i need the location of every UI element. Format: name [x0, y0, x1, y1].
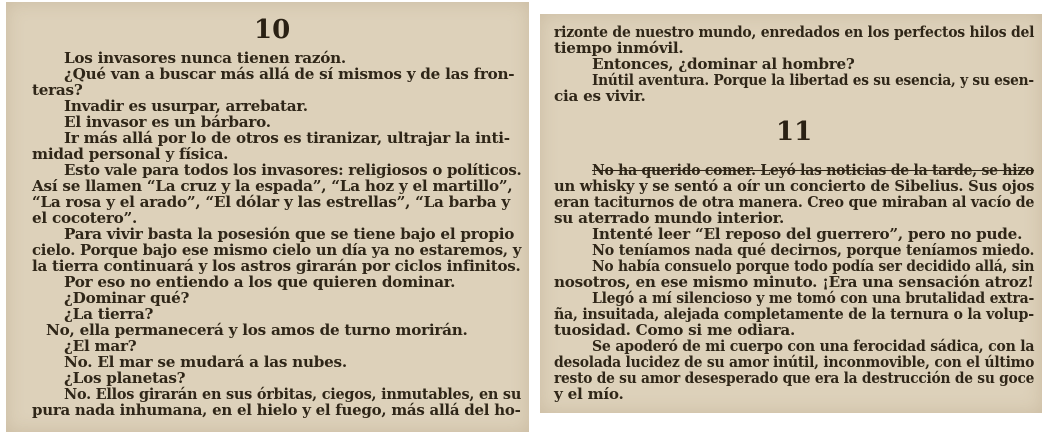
- text-line: El invasor es un bárbaro.: [64, 113, 271, 131]
- text-line: ¿El mar?: [64, 337, 137, 355]
- left-newspaper-clipping: [6, 2, 529, 432]
- right-newspaper-clipping: [540, 14, 1042, 413]
- text-line: rizonte de nuestro mundo, enredados en los perfectos hilos del: [554, 23, 1035, 41]
- text-line: No, ella permanecerá y los amos de turno morirán.: [46, 321, 468, 339]
- text-line: Intenté leer “El reposo del guerrero”, pero no pude.: [592, 225, 1023, 243]
- text-line: Los invasores nunca tienen razón.: [64, 49, 346, 67]
- text-line: No teníamos nada qué decirnos, porque teníamos miedo.: [592, 241, 1035, 259]
- text-line: cielo. Porque bajo ese mismo cielo un día ya no estaremos, y: [32, 241, 522, 259]
- text-line: No ha querido comer. Leyó las noticias de la tarde, se hizo: [592, 161, 1035, 179]
- text-line: resto de su amor desesperado que era la destrucción de su goce: [554, 369, 1035, 387]
- section-number-11: 11: [776, 117, 813, 147]
- text-line: el cocotero”.: [32, 209, 138, 227]
- text-line: Se apoderó de mi cuerpo con una ferocidad sádica, con la: [592, 337, 1035, 355]
- text-line: Inútil aventura. Porque la libertad es su esencia, y su esen-: [592, 71, 1034, 89]
- text-line: ¿Los planetas?: [64, 369, 186, 387]
- text-line: tuosidad. Como si me odiara.: [554, 321, 795, 339]
- text-line: un whisky y se sentó a oír un concierto de Sibelius. Sus ojos: [554, 177, 1035, 195]
- text-line: su aterrado mundo interior.: [554, 209, 785, 227]
- text-line: Esto vale para todos los invasores: religiosos o políticos.: [64, 161, 522, 179]
- text-line: cia es vivir.: [554, 87, 646, 105]
- text-line: Invadir es usurpar, arrebatar.: [64, 97, 308, 115]
- text-line: ¿Dominar qué?: [64, 289, 190, 307]
- text-line: Para vivir basta la posesión que se tiene bajo el propio: [64, 225, 515, 243]
- text-line: eran taciturnos de otra manera. Creo que miraban al vacío de: [554, 193, 1035, 211]
- text-line: pura nada inhumana, en el hielo y el fuego, más allá del ho-: [32, 401, 521, 419]
- text-line: No. El mar se mudará a las nubes.: [64, 353, 347, 371]
- text-line: midad personal y física.: [32, 145, 229, 163]
- text-line: y el mío.: [554, 385, 624, 403]
- text-line: la tierra continuará y los astros girarán por ciclos infinitos.: [32, 257, 521, 275]
- text-line: No había consuelo porque todo podía ser decidido allá, sin: [592, 257, 1035, 275]
- text-line: ¿La tierra?: [64, 305, 154, 323]
- text-line: Llegó a mí silencioso y me tomó con una brutalidad extra-: [592, 289, 1035, 307]
- text-line: tiempo inmóvil.: [554, 39, 684, 57]
- text-line: No. Ellos girarán en sus órbitas, ciegos, inmutables, en su: [64, 385, 522, 403]
- text-line: Entonces, ¿dominar al hombre?: [592, 55, 855, 73]
- section-number-10: 10: [254, 15, 291, 45]
- text-line: ña, insuitada, alejada completamente de la ternura o la volup-: [554, 305, 1034, 323]
- text-line: Así se llamen “La cruz y la espada”, “La hoz y el martillo”,: [32, 177, 513, 195]
- text-line: Por eso no entiendo a los que quieren dominar.: [64, 273, 456, 291]
- text-line: desolada lucidez de su amor inútil, inconmovible, con el último: [554, 353, 1035, 371]
- text-line: ¿Qué van a buscar más allá de sí mismos y de las fron-: [64, 65, 515, 83]
- text-line: “La rosa y el arado”, “El dólar y las estrellas”, “La barba y: [32, 193, 510, 211]
- text-line: Ir más allá por lo de otros es tiranizar, ultrajar la inti-: [64, 129, 510, 147]
- text-line: nosotros, en ese mismo minuto. ¡Era una sensación atroz!: [554, 273, 1034, 291]
- text-line: teras?: [32, 81, 83, 99]
